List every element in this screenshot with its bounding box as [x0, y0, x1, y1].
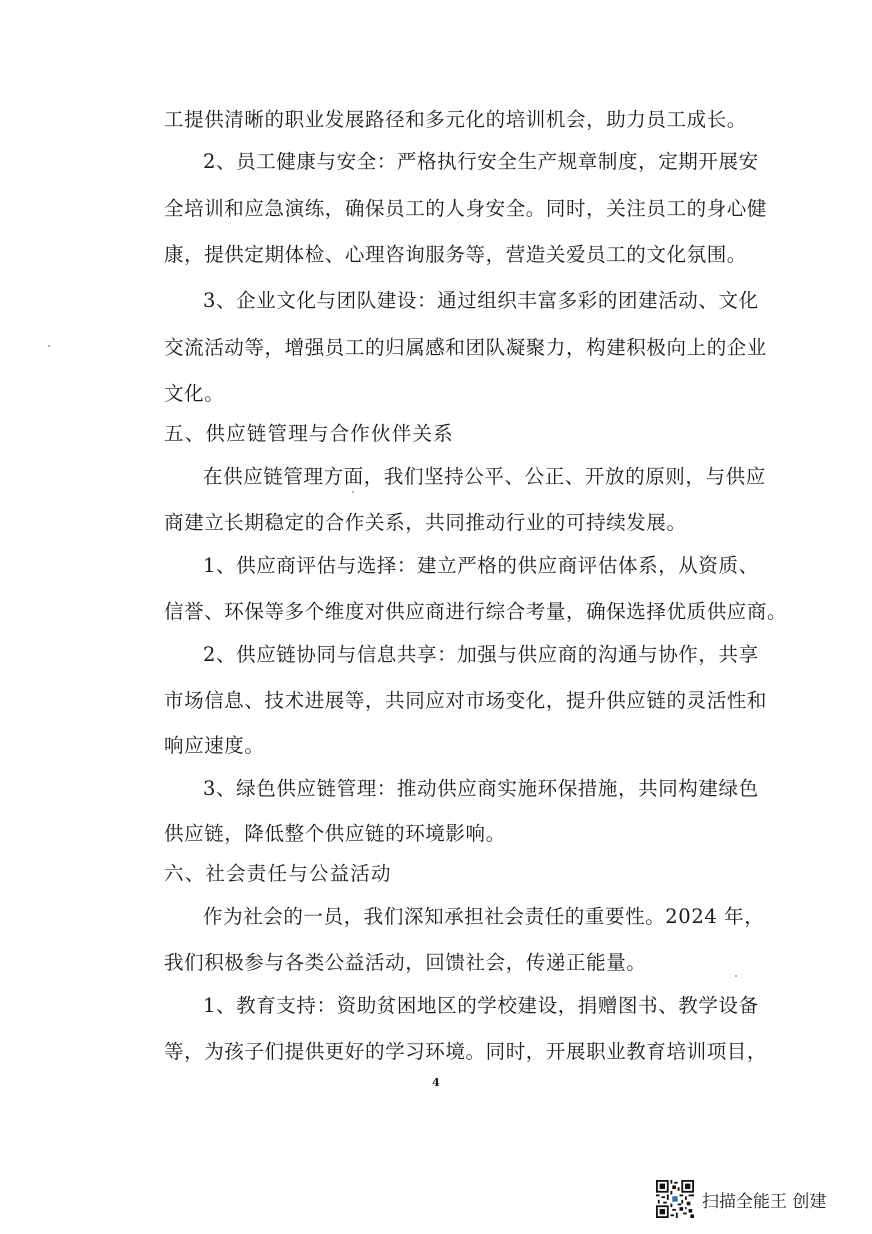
scan-speck [735, 975, 737, 977]
scan-speck [48, 345, 50, 347]
watermark-text: 扫描全能王 创建 [702, 1191, 827, 1212]
text-line: 等，为孩子们提供更好的学习环境。同时，开展职业教育培训项目， [164, 1040, 768, 1063]
text-line: 3、企业文化与团队建设：通过组织丰富多彩的团建活动、文化 [203, 289, 759, 312]
text-line: 供应链，降低整个供应链的环境影响。 [164, 822, 506, 845]
scanner-watermark [656, 1180, 826, 1218]
text-line: 文化。 [164, 382, 225, 405]
text-line: 工提供清晰的职业发展路径和多元化的培训机会，助力员工成长。 [164, 108, 747, 131]
text-line: 3、绿色供应链管理：推动供应商实施环保措施，共同构建绿色 [203, 777, 759, 800]
text-line: 2、员工健康与安全：严格执行安全生产规章制度，定期开展安 [203, 150, 759, 173]
text-line: 作为社会的一员，我们深知承担社会责任的重要性。2024 年， [203, 905, 765, 928]
text-line: 我们积极参与各类公益活动，回馈社会，传递正能量。 [164, 951, 647, 974]
section-heading: 五、供应链管理与合作伙伴关系 [164, 422, 454, 445]
text-line: 在供应链管理方面，我们坚持公平、公正、开放的原则，与供应 [203, 465, 766, 488]
scan-speck [352, 491, 354, 493]
text-line: 响应速度。 [164, 734, 265, 757]
text-line: 商建立长期稳定的合作关系，共同推动行业的可持续发展。 [164, 511, 687, 534]
text-line: 2、供应链协同与信息共享：加强与供应商的沟通与协作，共享 [203, 643, 759, 666]
text-line: 交流活动等，增强员工的归属感和团队凝聚力，构建积极向上的企业 [164, 336, 768, 359]
text-line: 信誉、环保等多个维度对供应商进行综合考量，确保选择优质供应商。 [164, 600, 788, 623]
page-number: 4 [432, 1076, 440, 1089]
text-line: 全培训和应急演练，确保员工的人身安全。同时，关注员工的身心健 [164, 197, 768, 220]
text-line: 康，提供定期体检、心理咨询服务等，营造关爱员工的文化氛围。 [164, 243, 747, 266]
qr-code-icon [656, 1180, 694, 1218]
text-line: 市场信息、技术进展等，共同应对市场变化，提升供应链的灵活性和 [164, 689, 768, 712]
text-line: 1、教育支持：资助贫困地区的学校建设，捐赠图书、教学设备 [203, 994, 759, 1017]
section-heading: 六、社会责任与公益活动 [164, 862, 392, 885]
text-line: 1、供应商评估与选择：建立严格的供应商评估体系，从资质、 [203, 554, 759, 577]
